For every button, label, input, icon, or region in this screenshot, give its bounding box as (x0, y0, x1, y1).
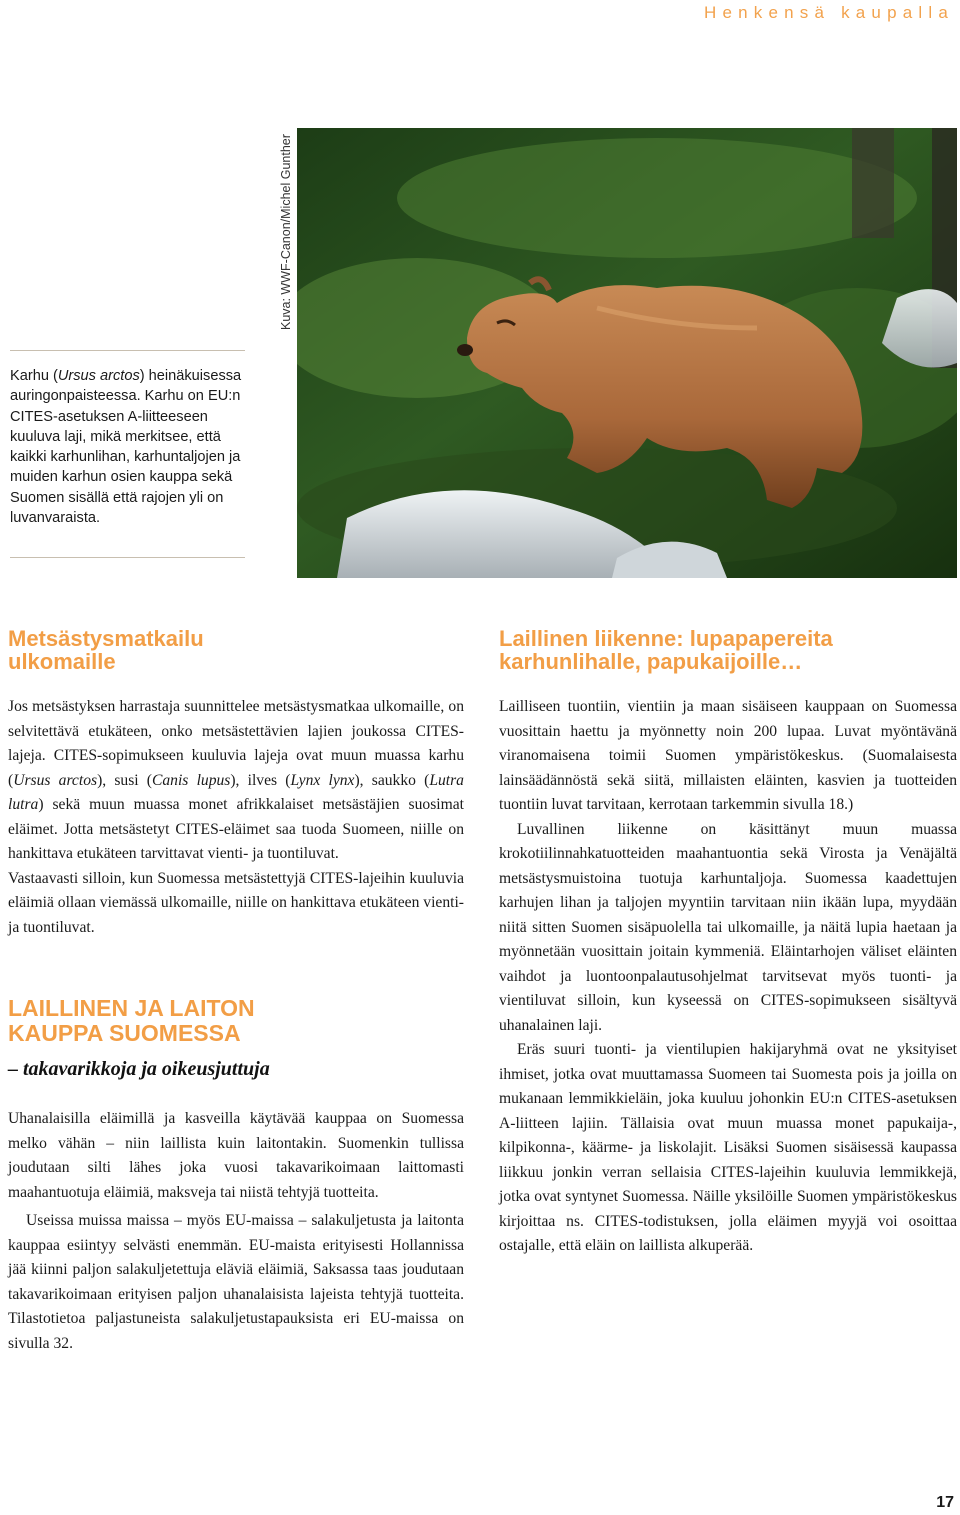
heading-legal-traffic: Laillinen liikenne: lupapapereita karhunlihalle, papukaijoille… (499, 626, 833, 674)
species-lynx: Lynx lynx (290, 771, 355, 789)
species-canis: Canis lupus (151, 771, 231, 789)
bear-photo (297, 128, 957, 578)
right-column (499, 627, 957, 1259)
bear-photo-illustration (297, 128, 957, 578)
page-number: 17 (936, 1494, 954, 1511)
legal-paragraph-2: Luvallinen liikenne on käsittänyt muun muassa krokotiilinnahkatuotteiden maahantuontia sekä Virosta ja Venäjältä metsästysmuistoina tuotuja karhuntaljoja. Suomessa kaadettujen karhujen lihan ja taljojen myyntiin tarvitaan niin ikään lupa, myydään niitä sitten Suomen sisäpuolella tai ulkomaille, ja näitä lupia haetaan ja myönnetään vuosittain joitain kymmeniä. Eläintarhojen väliset eläinten vaihdot ja luontoonpalautusohjelmat tarvitsevat myös tuonti- ja vientiluvat silloin, kun kyseessä on CITES-sopimukseen sisältyvä uhanalainen laji. (499, 820, 957, 1034)
hunting-paragraph-2: Vastaavasti silloin, kun Suomessa metsästettyjä CITES-lajeihin kuuluvia eläimiä ollaan viemässä ulkomaille, niille on hankittava etukäteen vienti- ja tuontiluvat. (8, 869, 464, 936)
caption-rule-bottom (10, 557, 245, 558)
legal-paragraph-3: Eräs suuri tuonti- ja vientilupien hakijaryhmä ovat ne yksityiset ihmiset, jotka ovat muuttamassa Suomeen tai Suomesta pois ja joilla on mukanaan lemmikkieläin, joka kuuluu johonkin EU:n CITES-asetuksen A-liitteen lajiin. Tällaisia ovat muun muassa monet papukaija-, kilpikonna-, käärme- ja liskolajit. Lisäksi Suomen sisäisessä kaupassa liikkuu jonkin verran sellaisia CITES-lajeihin kuuluvia lemmikkejä, jotka ovat syntynet Suomessa. Näille yksilöille Suomen ympäristökeskus kirjoittaa ns. CITES-todistuksen, jolla eläimen myyjä voi osoittaa ostajalle, että eläin on laillista alkuperää. (499, 1041, 957, 1254)
subheading-seizures: – takavarikkoja ja oikeusjuttuja (8, 1058, 270, 1080)
legal-paragraph-1: Lailliseen tuontiin, vientiin ja maan sisäiseen kauppaan on Suomessa vuosittain haettu ja myönnetty noin 200 lupaa. Luvat myöntävänä viranomaisena toimii Suomen ympäristökeskus. (Suomalaisesta lainsäädännöstä sekä siitä, millaisten eläinten, kasvien ja tuotteiden tuontiin luvat tarvitaan, kerrotaan tarkemmin sivulla 18.) (499, 698, 957, 813)
photo-caption (10, 366, 255, 528)
trade-paragraph-1: Uhanalaisilla eläimillä ja kasveilla käytävää kauppaa on Suomessa melko vähän – niin laillista kuin laitontakin. Suomenkin tullissa joudutaan silti lähes joka vuosi takavarikoimaan laittomasti maahantuotuja eläimiä, maksveja tai niistä tehtyjä tuotteita. (8, 1110, 464, 1201)
heading-legal-illegal-trade: LAILLINEN JA LAITON KAUPPA SUOMESSA (8, 995, 255, 1046)
caption-text-1: Karhu ( (10, 368, 58, 384)
text-run: ), susi ( (97, 771, 152, 789)
caption-text-2: ) heinäkuisessa auringonpaisteessa. Karhu on EU:n CITES-asetuksen A-liitteeseen kuuluva laji, mikä merkitsee, että kaikki karhunlihan, karhuntaljojen ja muiden karhun osien kauppa sekä Suomen sisällä että rajojen yli on luvanvaraista. (10, 368, 242, 527)
species-ursus: Ursus arctos (13, 771, 98, 789)
photo-credit-text: Kuva: WWF-Canon/Michel Gunther (279, 134, 293, 330)
running-header: Henkensä kaupalla (704, 3, 954, 22)
hunting-paragraph-1 (8, 695, 464, 867)
trade-paragraph-2: Useissa muissa maissa – myös EU-maissa – salakuljetusta ja laitonta kauppaa esiintyy selvästi enemmän. EU-maista erityisesti Hollannissa jää kiinni paljon salakuljetettuja eläviä eläimiä, Saksassa taas joudutaan takavarikoimaan erityisen paljon uhanalaisista lajeista tehtyjä tuotteita. Tilastotietoa paljastuneista salakuljetustapauksista eri EU-maissa on sivulla 32. (8, 1212, 464, 1352)
species-lutra: Lutra lutra (8, 771, 464, 813)
text-run: ) sekä muun muassa monet afrikkalaiset metsästäjien suosimat eläimet. Jotta metsästetyt CITES-eläimet saa tuoda Suomeen, niille on hankittava etukäteen tarvittavat vienti- ja tuontiluvat. (8, 796, 464, 862)
left-column (8, 627, 464, 1356)
text-run: ), saukko ( (354, 771, 430, 789)
text-run: Jos metsästyksen harrastaja suunnittelee metsästysmatkaa ulkomaille, on selvitettävä etukäteen, onko metsästettävien lajien joukossa CITES-lajeja. CITES-sopimukseen kuuluvia lajeja ovat muun muassa karhu ( (8, 698, 464, 789)
caption-species: Ursus arctos (57, 368, 140, 384)
text-run: ), ilves ( (230, 771, 291, 789)
caption-rule-top (10, 350, 245, 351)
heading-hunting-tourism: Metsästysmatkailu ulkomaille (8, 626, 204, 674)
